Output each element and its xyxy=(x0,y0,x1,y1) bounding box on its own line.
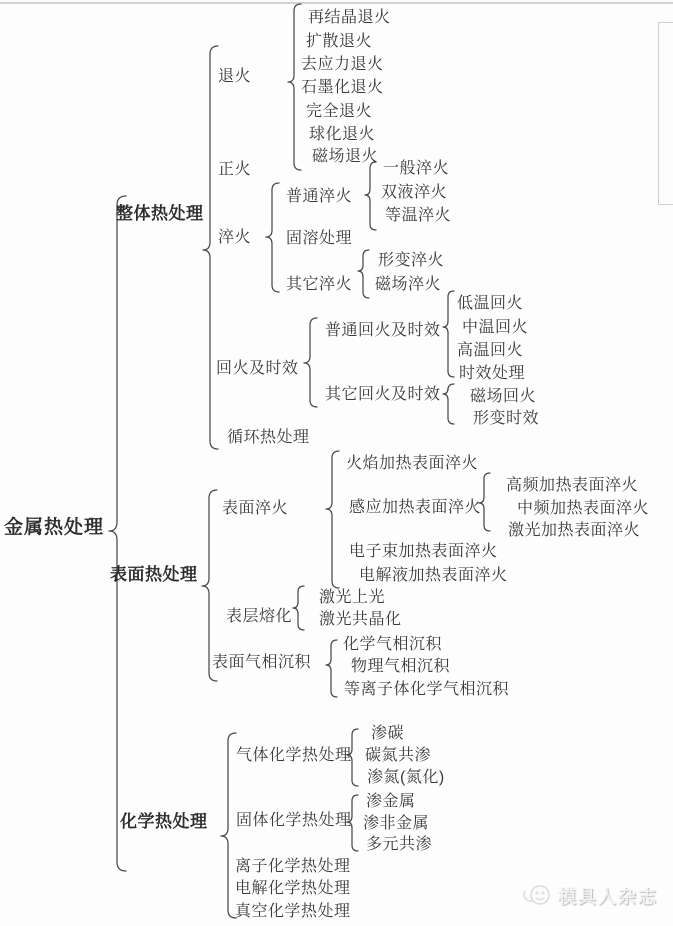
node-low-temp-tempering: 低温回火 xyxy=(457,295,524,312)
node-quenching: 淬火 xyxy=(218,229,252,246)
node-surface-quenching: 表面淬火 xyxy=(222,500,289,517)
tree-brace xyxy=(293,586,304,630)
node-isothermal-quenching: 等温淬火 xyxy=(385,207,452,224)
watermark-text: 模具人杂志 xyxy=(558,887,658,907)
tree-brace xyxy=(365,162,376,230)
node-electrolytic-chemical-heat-treatment: 电解化学热处理 xyxy=(235,880,351,897)
node-tempering-and-aging: 回火及时效 xyxy=(216,360,299,377)
node-cyclic-heat-treatment: 循环热处理 xyxy=(227,429,310,446)
node-nitriding: 渗氮(氮化) xyxy=(367,769,445,786)
node-solid-chemical-heat-treatment: 固体化学热处理 xyxy=(236,812,352,829)
tree-brace xyxy=(304,318,317,407)
node-laser-eutectic: 激光共晶化 xyxy=(319,611,402,628)
watermark xyxy=(521,883,658,909)
top-border-line xyxy=(0,2,673,4)
node-surface-vapor-deposition: 表面气相沉积 xyxy=(212,654,312,671)
node-flame-heating-surface-quenching: 火焰加热表面淬火 xyxy=(346,455,479,472)
tree-brace xyxy=(326,451,339,588)
node-other-tempering-aging: 其它回火及时效 xyxy=(325,386,441,403)
node-recrystallization-annealing: 再结晶退火 xyxy=(308,9,391,26)
node-surface-layer-melting: 表层熔化 xyxy=(226,608,293,625)
side-panel-fragment xyxy=(658,22,673,205)
node-carburizing: 渗碳 xyxy=(371,725,405,742)
node-multi-element-cementation: 多元共渗 xyxy=(366,836,433,853)
node-ion-chemical-heat-treatment: 离子化学热处理 xyxy=(235,858,351,875)
node-nonmetal-cementation: 渗非金属 xyxy=(363,815,430,832)
node-deformation-aging: 形变时效 xyxy=(473,410,540,427)
node-bulk-heat-treatment: 整体热处理 xyxy=(116,204,204,223)
tree-brace xyxy=(109,196,126,871)
node-general-quenching: 一般淬火 xyxy=(383,160,450,177)
node-gas-chemical-heat-treatment: 气体化学热处理 xyxy=(236,747,352,764)
node-ordinary-quenching: 普通淬火 xyxy=(286,188,353,205)
node-deformation-quenching: 形变淬火 xyxy=(378,252,445,269)
tree-brace xyxy=(288,4,301,170)
node-double-liquid-quenching: 双液淬火 xyxy=(381,184,448,201)
tree-brace xyxy=(203,46,218,449)
node-magnetic-field-tempering: 磁场回火 xyxy=(470,388,537,405)
node-aging-treatment: 时效处理 xyxy=(459,365,526,382)
tree-brace xyxy=(326,640,337,697)
node-high-temp-tempering: 高温回火 xyxy=(457,342,524,359)
node-induction-heating-surface-quenching: 感应加热表面淬火 xyxy=(349,499,482,516)
node-diffusion-annealing: 扩散退火 xyxy=(306,33,373,50)
node-cvd: 化学气相沉积 xyxy=(343,636,443,653)
node-normalizing: 正火 xyxy=(218,161,252,178)
tree-brace xyxy=(221,733,236,918)
node-chemical-heat-treatment: 化学热处理 xyxy=(120,812,208,831)
node-surface-heat-treatment: 表面热处理 xyxy=(110,565,198,584)
node-ordinary-tempering-aging: 普通回火及时效 xyxy=(325,322,441,339)
node-plasma-cvd: 等离子体化学气相沉积 xyxy=(344,681,510,698)
watermark-logo-icon xyxy=(521,883,553,909)
tree-brace xyxy=(266,183,279,292)
node-full-annealing: 完全退火 xyxy=(306,103,373,120)
node-electron-beam-surface-quenching: 电子束加热表面淬火 xyxy=(349,543,498,560)
node-carbonitriding: 碳氮共渗 xyxy=(365,747,432,764)
node-high-frequency-surface-quenching: 高频加热表面淬火 xyxy=(506,477,639,494)
node-stress-relief-annealing: 去应力退火 xyxy=(301,56,384,73)
node-laser-heating-surface-quenching: 激光加热表面淬火 xyxy=(508,522,641,539)
node-spheroidizing-annealing: 球化退火 xyxy=(309,126,376,143)
node-annealing: 退火 xyxy=(218,68,252,85)
tree-brace xyxy=(443,291,454,377)
tree-brace xyxy=(443,384,454,424)
node-metal-heat-treatment: 金属热处理 xyxy=(4,517,105,538)
node-medium-frequency-surface-quenching: 中频加热表面淬火 xyxy=(517,500,650,517)
node-magnetic-field-annealing: 磁场退火 xyxy=(312,148,379,165)
tree-brace xyxy=(358,250,369,298)
node-vacuum-chemical-heat-treatment: 真空化学热处理 xyxy=(235,903,351,920)
tree-brace xyxy=(202,490,217,681)
node-medium-temp-tempering: 中温回火 xyxy=(462,319,529,336)
node-laser-glazing: 激光上光 xyxy=(319,589,386,606)
node-metal-cementation: 渗金属 xyxy=(366,793,416,810)
node-graphitization-annealing: 石墨化退火 xyxy=(301,79,384,96)
node-pvd: 物理气相沉积 xyxy=(351,658,451,675)
node-magnetic-field-quenching: 磁场淬火 xyxy=(375,276,442,293)
node-other-quenching: 其它淬火 xyxy=(286,276,353,293)
node-solution-treatment: 固溶处理 xyxy=(286,230,353,247)
node-electrolyte-heating-surface-quenching: 电解液加热表面淬火 xyxy=(359,567,508,584)
